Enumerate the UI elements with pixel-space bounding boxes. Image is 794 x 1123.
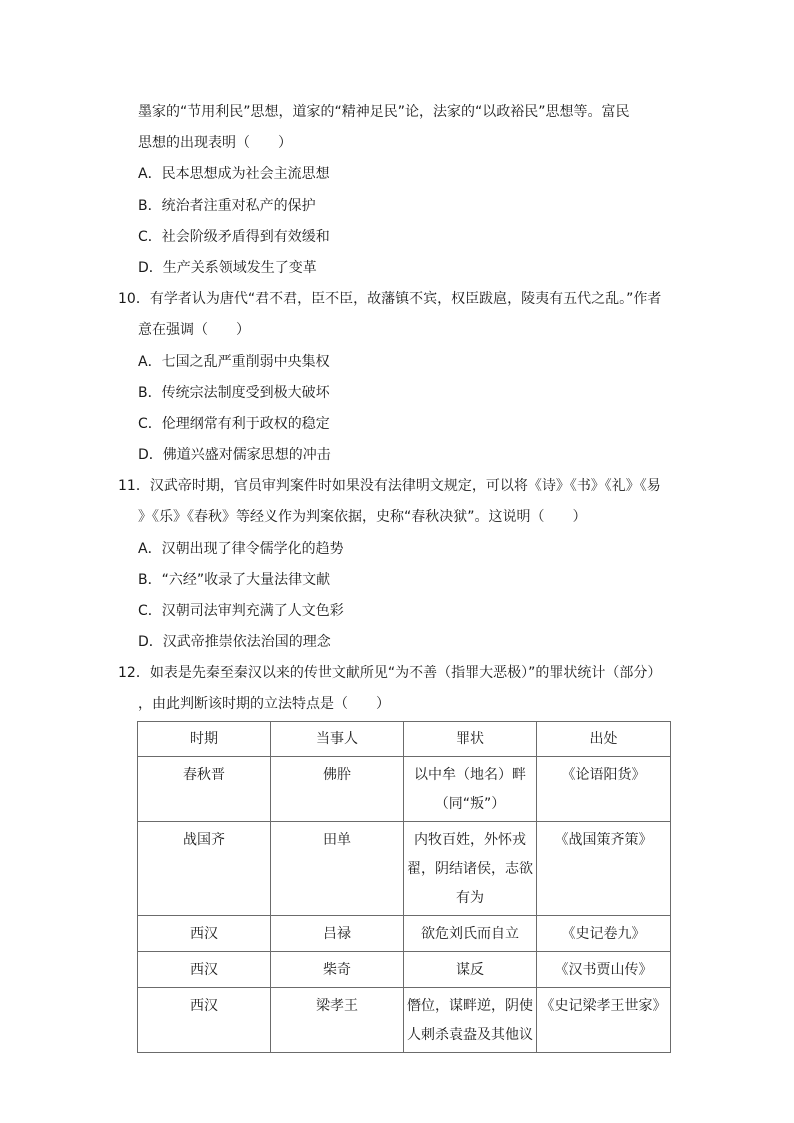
table-row xyxy=(138,916,671,952)
table-row xyxy=(138,822,671,916)
cell-crime: 谋反 xyxy=(404,952,537,988)
q12-stem-line-2: ，由此判断该时期的立法特点是（ ） xyxy=(138,696,390,712)
q9-stem-line-2: 思想的出现表明（ ） xyxy=(138,135,292,151)
q10-stem-line-2: 意在强调（ ） xyxy=(138,322,250,338)
table-row xyxy=(138,988,671,1053)
q9-stem-line-1: 墨家的“节用利民”思想，道家的“精神足民”论，法家的“以政裕民”思想等。富民 xyxy=(138,104,630,120)
q11-option-d: D．汉武帝推崇依法治国的理念 xyxy=(138,634,331,650)
q11-stem-line-2: 》《乐》《春秋》等经义作为判案依据，史称“春秋决狱”。这说明（ ） xyxy=(138,509,587,525)
header-period: 时期 xyxy=(138,722,271,757)
cell-source: 《论语阳货》 xyxy=(537,757,671,822)
cell-party: 田单 xyxy=(271,822,404,916)
cell-crime: 僭位，谋畔逆，阴使人刺杀袁盎及其他议 xyxy=(404,988,537,1053)
cell-period: 西汉 xyxy=(138,916,271,952)
q10-option-d: D．佛道兴盛对儒家思想的冲击 xyxy=(138,447,331,463)
cell-source: 《史记卷九》 xyxy=(537,916,671,952)
q9-option-c: C．社会阶级矛盾得到有效缓和 xyxy=(138,229,330,245)
cell-period: 战国齐 xyxy=(138,822,271,916)
cell-source: 《史记梁孝王世家》 xyxy=(537,988,671,1053)
cell-party: 柴奇 xyxy=(271,952,404,988)
q11-option-b: B．“六经”收录了大量法律文献 xyxy=(138,572,331,588)
header-party: 当事人 xyxy=(271,722,404,757)
table-header-row xyxy=(138,722,671,757)
cell-period: 西汉 xyxy=(138,988,271,1053)
q9-option-d: D．生产关系领域发生了变革 xyxy=(138,260,317,276)
cell-crime: 欲危刘氏而自立 xyxy=(404,916,537,952)
cell-crime: 内牧百姓，外怀戎翟，阴结诸侯，志欲有为 xyxy=(404,822,537,916)
q11-option-c: C．汉朝司法审判充满了人文色彩 xyxy=(138,603,344,619)
q12-stem-line-1: 12．如表是先秦至秦汉以来的传世文献所见“为不善（指罪大恶极）”的罪状统计（部分） xyxy=(118,665,662,681)
q10-option-a: A．七国之乱严重削弱中央集权 xyxy=(138,354,330,370)
cell-source: 《汉书贾山传》 xyxy=(537,952,671,988)
crime-statistics-table xyxy=(137,721,671,1053)
q10-stem-line-1: 10．有学者认为唐代“君不君，臣不臣，故藩镇不宾，权臣跋扈，陵夷有五代之乱。”作者 xyxy=(118,291,662,307)
q11-option-a: A．汉朝出现了律令儒学化的趋势 xyxy=(138,541,344,557)
cell-period: 春秋晋 xyxy=(138,757,271,822)
cell-party: 吕禄 xyxy=(271,916,404,952)
q11-stem-line-1: 11．汉武帝时期，官员审判案件时如果没有法律明文规定，可以将《诗》《书》《礼》《易 xyxy=(118,478,661,494)
header-crime: 罪状 xyxy=(404,722,537,757)
header-source: 出处 xyxy=(537,722,671,757)
q9-option-a: A．民本思想成为社会主流思想 xyxy=(138,166,330,182)
table-row xyxy=(138,952,671,988)
q9-option-b: B．统治者注重对私产的保护 xyxy=(138,198,316,214)
cell-period: 西汉 xyxy=(138,952,271,988)
cell-source: 《战国策齐策》 xyxy=(537,822,671,916)
q10-option-c: C．伦理纲常有利于政权的稳定 xyxy=(138,416,330,432)
cell-crime: 以中牟（地名）畔（同“叛”） xyxy=(404,757,537,822)
q10-option-b: B．传统宗法制度受到极大破坏 xyxy=(138,385,330,401)
table-row xyxy=(138,757,671,822)
cell-party: 佛肸 xyxy=(271,757,404,822)
cell-party: 梁孝王 xyxy=(271,988,404,1053)
